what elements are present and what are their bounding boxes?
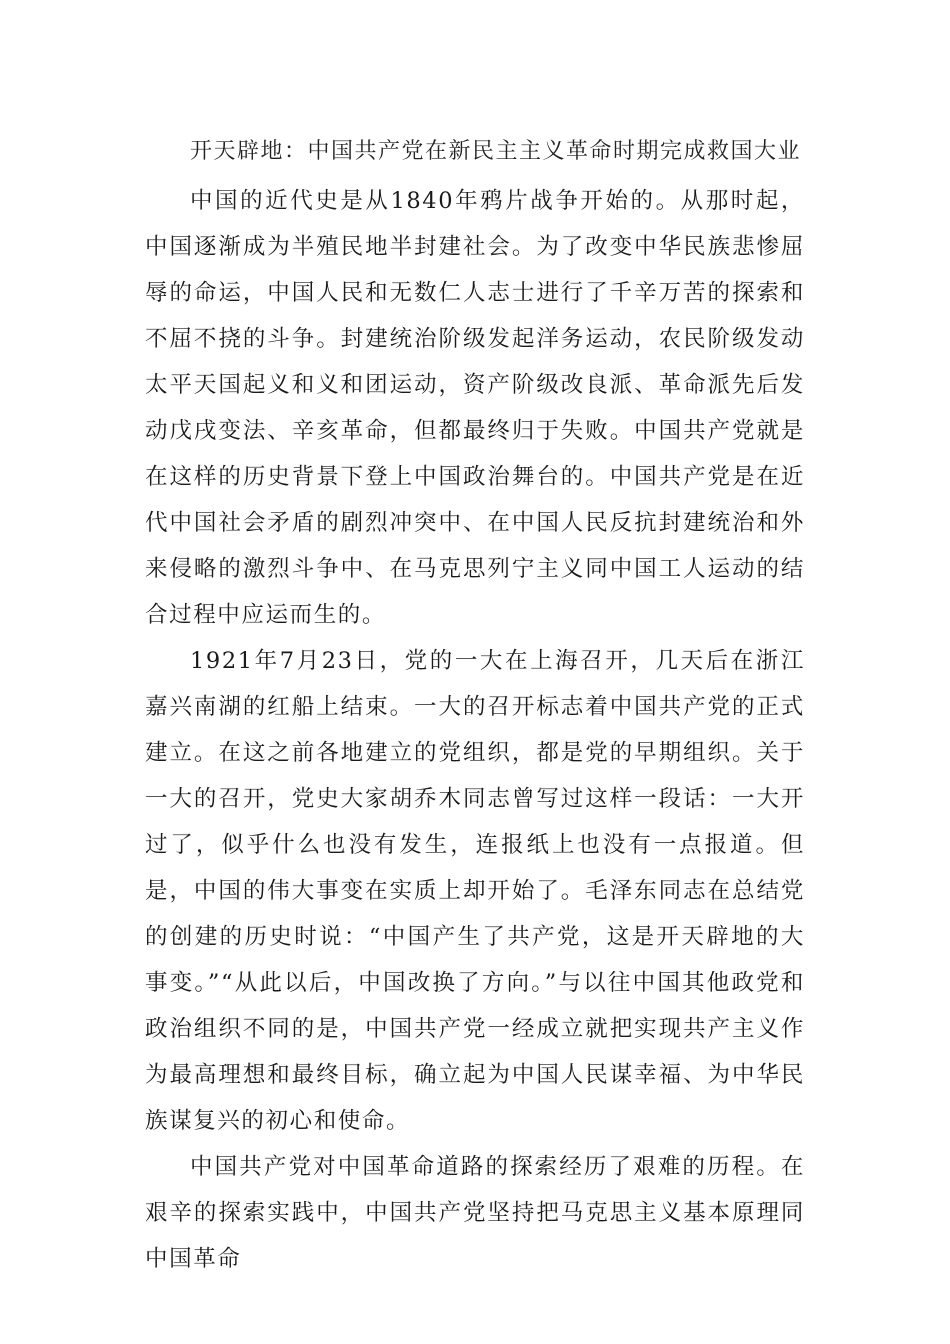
document-body [145, 178, 805, 1282]
document-title: 开天辟地：中国共产党在新民主主义革命时期完成救国大业 [190, 139, 802, 164]
paragraph-3: 中国共产党对中国革命道路的探索经历了艰难的历程。在艰辛的探索实践中，中国共产党坚持把马克思主义基本原理同中国革命 [145, 1154, 805, 1272]
paragraph-1: 中国的近代史是从1840年鸦片战争开始的。从那时起，中国逐渐成为半殖民地半封建社会。为了改变中华民族悲惨屈辱的命运，中国人民和无数仁人志士进行了千辛万苦的探索和不屈不挠的斗争。封建统治阶级发起洋务运动，农民阶级发动太平天国起义和义和团运动，资产阶级改良派、革命派先后发动戊戌变法、辛亥革命，但都最终归于失败。中国共产党就是在这样的历史背景下登上中国政治舞台的。中国共产党是在近代中国社会矛盾的剧烈冲突中、在中国人民反抗封建统治和外来侵略的激烈斗争中、在马克思列宁主义同中国工人运动的结合过程中应运而生的。 [145, 188, 805, 628]
paragraph-2: 1921年7月23日，党的一大在上海召开，几天后在浙江嘉兴南湖的红船上结束。一大的召开标志着中国共产党的正式建立。在这之前各地建立的党组织，都是党的早期组织。关于一大的召开，党史大家胡乔木同志曾写过这样一段话：一大开过了，似乎什么也没有发生，连报纸上也没有一点报道。但是，中国的伟大事变在实质上却开始了。毛泽东同志在总结党的创建的历史时说：“中国产生了共产党，这是开天辟地的大事变。”“从此以后，中国改换了方向。”与以往中国其他政党和政治组织不同的是，中国共产党一经成立就把实现共产主义作为最高理想和最终目标，确立起为中国人民谋幸福、为中华民族谋复兴的初心和使命。 [145, 648, 805, 1134]
